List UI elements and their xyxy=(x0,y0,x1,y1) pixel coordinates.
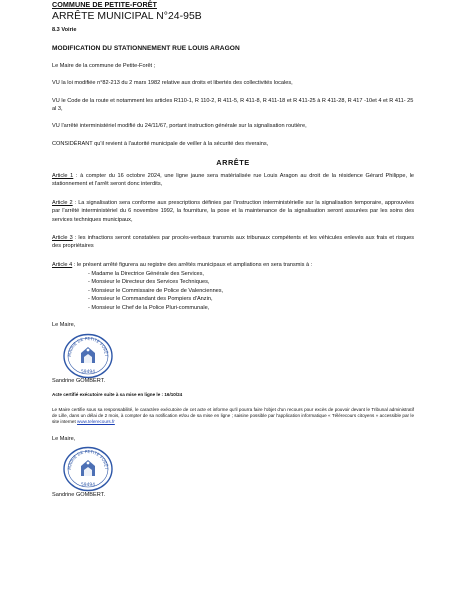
article-3-label: Article 3 xyxy=(52,235,73,241)
article-1-label: Article 1 xyxy=(52,173,74,179)
article-4-text: : le présent arrêté figurera au registre des arrêtés municipaux et ampliations en sera transmis à : xyxy=(72,262,313,268)
article-2 xyxy=(52,199,414,224)
signature-2-label: Le Maire, xyxy=(52,436,76,442)
recipient-item: - Madame la Directrice Générale des Services, xyxy=(88,271,204,277)
preamble-vu-code: VU le Code de la route et notamment les articles R110-1, R 110-2, R 411-5, R 411-8, R 411-18 et R 411-25 à R 411-28, R 417 -10et 4 et R 411- 25 al 3, xyxy=(52,98,414,113)
subject-heading: MODIFICATION DU STATIONNEMENT RUE LOUIS ARAGON xyxy=(52,45,240,52)
article-2-label: Article 2 xyxy=(52,200,73,206)
recipient-item: - Monsieur le Directeur des Services Techniques, xyxy=(88,279,210,286)
display-note: Acte certifié exécutoire suite à sa mise en ligne le : 16/10/24 xyxy=(52,392,183,397)
article-4-label: Article 4 xyxy=(52,262,73,268)
seal-2-bottom-text: 59494 xyxy=(81,483,95,488)
preamble-considerant: CONSIDÉRANT qu'il revient à l'autorité municipale de veiller à la sécurité des riverains, xyxy=(52,141,269,147)
commune-heading: COMMUNE DE PETITE-FORÊT xyxy=(52,0,157,9)
municipal-seal-1 xyxy=(62,333,114,379)
recipient-item: - Monsieur le Commissaire de Police de Valenciennes, xyxy=(88,287,224,294)
legal-notice-text: Le Maire certifie sous sa responsabilité, le caractère exécutoire de cet acte et informe qu'il pourra faire l'objet d'un recours pour excès de pouvoir devant le Tribunal administratif de Lille, dans un délai de 2 mois, à compter de sa notification et/ou de sa mise en ligne ; saisine possible par l'application informatique « Télérecours citoyens » accessible par le site internet xyxy=(52,407,414,425)
preamble-maire: Le Maire de la commune de Petite-Forêt ; xyxy=(52,63,156,69)
recipients-list xyxy=(88,270,388,312)
decision-title: ARRÊTE xyxy=(216,158,250,167)
article-4 xyxy=(52,261,414,269)
telerecours-link[interactable]: www.telerecours.fr xyxy=(77,419,115,425)
recipient-item: - Monsieur le Chef de la Police Pluri-communale, xyxy=(88,304,210,311)
signature-1-name: Sandrine GOMBERT. xyxy=(52,378,106,384)
article-1-text: : à compter du 16 octobre 2024, une ligne jaune sera matérialisée rue Louis Aragon au droit de la résidence Gérard Philippe, le stationnement et l'arrêt seront donc interdits, xyxy=(52,173,414,188)
recipient-item: - Monsieur le Commandant des Pompiers d'Anzin, xyxy=(88,296,213,303)
signature-1-label: Le Maire, xyxy=(52,322,76,328)
preamble-vu-arrete: VU l'arrêté interministériel modifié du 24/11/67, portant instruction générale sur la signalisation routière, xyxy=(52,123,307,129)
classification-code: 8.3 Voirie xyxy=(52,27,77,33)
legal-notice xyxy=(52,407,414,426)
article-1 xyxy=(52,172,414,189)
article-3-text: : les infractions seront constatées par procès-verbaux transmis aux tribunaux compétents et les véhicules enlevés aux frais et risques des propriétaires xyxy=(52,235,414,250)
municipal-seal-2 xyxy=(62,446,114,492)
seal-2-top-text: MAIRIE DE PETITE FORÊT xyxy=(66,448,110,470)
seal-1-bottom-text: 59494 xyxy=(81,370,95,375)
preamble-vu-loi: VU la loi modifiée n°82-213 du 2 mars 1982 relative aux droits et libertés des collectivités locales, xyxy=(52,80,293,86)
signature-2-name: Sandrine GOMBERT. xyxy=(52,492,106,498)
arrete-number: ARRÊTE MUNICIPAL N°24-95B xyxy=(52,11,202,22)
article-3 xyxy=(52,234,414,251)
article-2-text: : La signalisation sera conforme aux prescriptions définies par l'instruction interministérielle sur la signalisation temporaire, approuvées par l'arrêté interministériel du 6 novembre 1992, la fourniture, la pose et la maintenance de la signalisation seront assurées par les soins des services techniques municipaux, xyxy=(52,200,414,223)
seal-1-top-text: MAIRIE DE PETITE FORÊT xyxy=(66,335,110,357)
